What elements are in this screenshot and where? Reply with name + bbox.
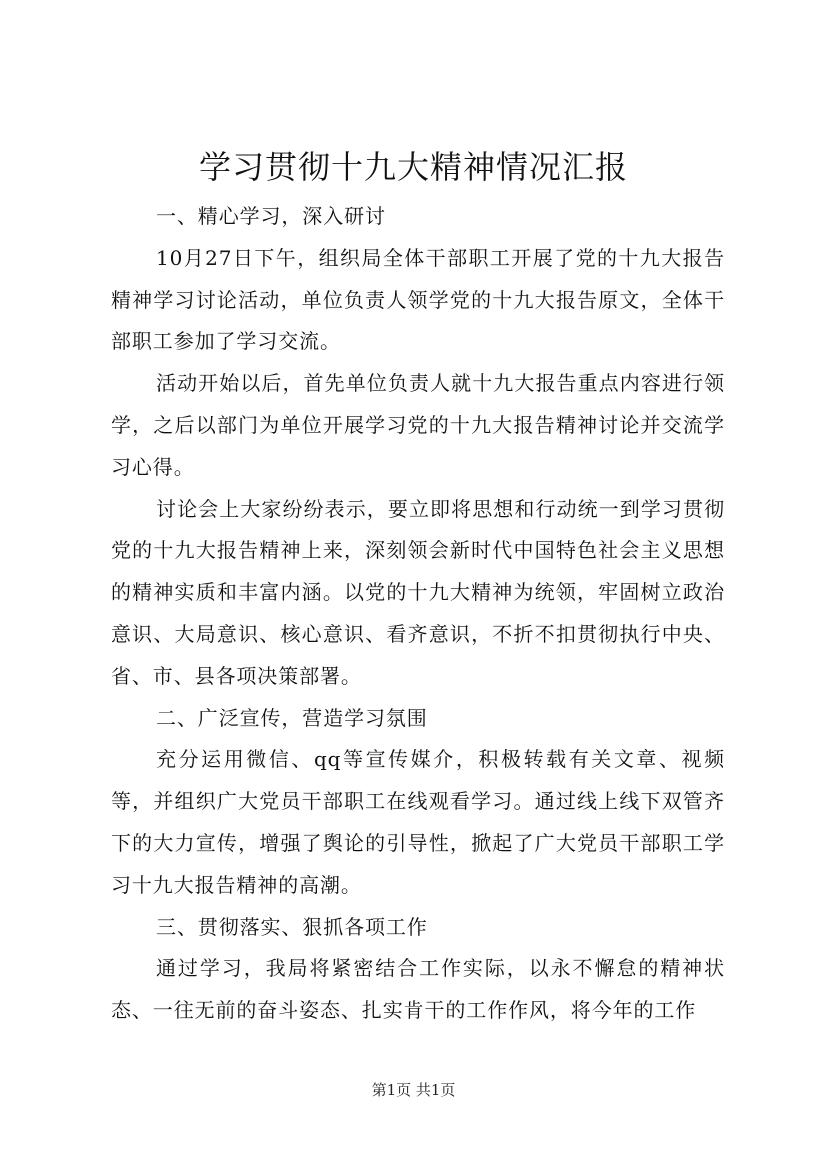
paragraph-3: 讨论会上大家纷纷表示，要立即将思想和行动统一到学习贯彻党的十九大报告精神上来，深刻领会新时代中国特色社会主义思想的精神实质和丰富内涵。以党的十九大精神为统领，牢固树立政治意识、大局意识、核心意识、看齐意识，不折不扣贯彻执行中央、省、市、县各项决策部署。 [111,496,725,688]
paragraph-2: 活动开始以后，首先单位负责人就十九大报告重点内容进行领学，之后以部门为单位开展学习党的十九大报告精神讨论并交流学习心得。 [111,371,725,479]
paragraph-4: 充分运用微信、qq等宣传媒介，积极转载有关文章、视频等，并组织广大党员干部职工在线观看学习。通过线上线下双管齐下的大力宣传，增强了舆论的引导性，掀起了广大党员干部职工学习十九大报告精神的高潮。 [111,747,725,897]
section-heading-3: 三、贯彻落实、狠抓各项工作 [156,914,428,939]
section-heading-1: 一、精心学习，深入研讨 [156,204,386,228]
document-body [111,196,725,1032]
document-title: 学习贯彻十九大精神情况汇报 [198,148,628,186]
section-heading-2: 二、广泛宣传，营造学习氛围 [156,705,428,730]
paragraph-1: 10月27日下午，组织局全体干部职工开展了党的十九大报告精神学习讨论活动，单位负责人领学党的十九大报告原文，全体干部职工参加了学习交流。 [111,245,725,354]
paragraph-5: 通过学习，我局将紧密结合工作实际，以永不懈怠的精神状态、一往无前的奋斗姿态、扎实肯干的工作作风，将今年的工作 [111,956,725,1023]
page-footer: 第1页 共1页 [371,1081,456,1099]
